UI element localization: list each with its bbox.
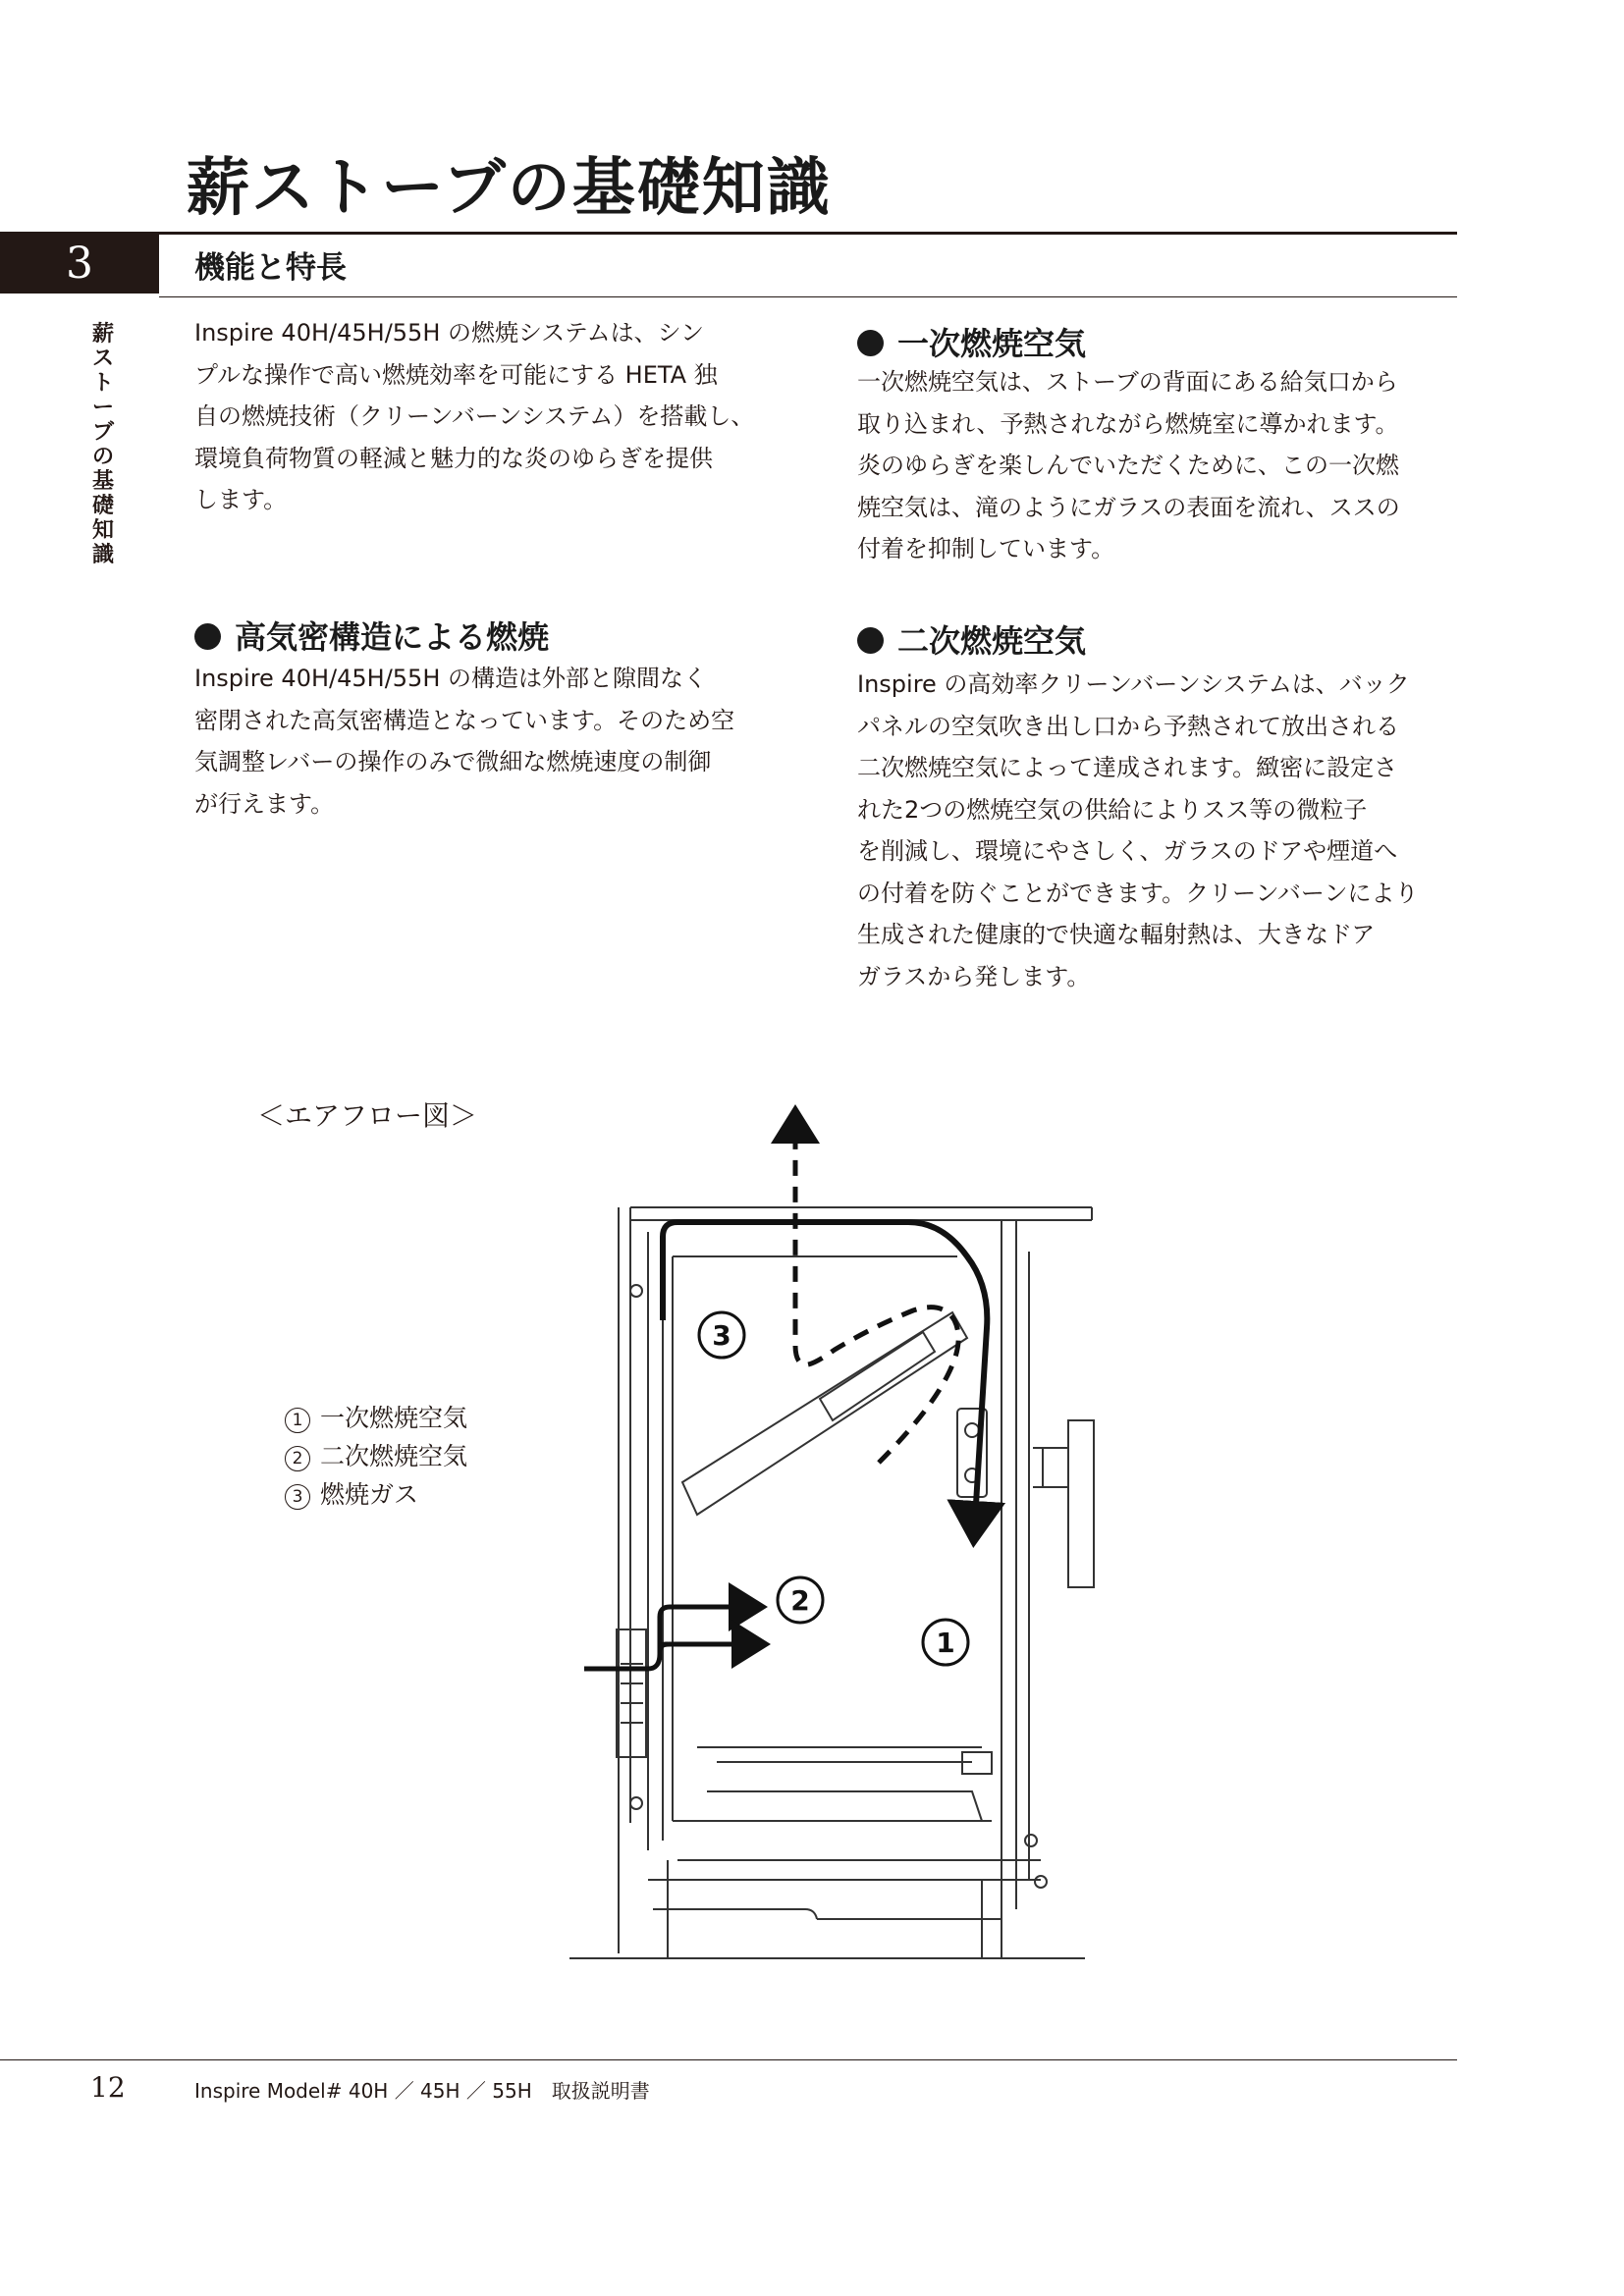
primary-air-line: 焼空気は、滝のようにガラスの表面を流れ、ススの: [857, 493, 1400, 521]
airtight-paragraph: [194, 658, 734, 825]
legend-label: 一次燃焼空気: [320, 1404, 468, 1432]
side-tab-char: の: [91, 444, 114, 469]
intro-line: 環境負荷物質の軽減と魅力的な炎のゆらぎを提供: [194, 444, 713, 472]
legend-label: 燃焼ガス: [320, 1480, 419, 1509]
callout-3-label: 3: [712, 1319, 731, 1352]
airtight-heading-text: 高気密構造による燃焼: [235, 618, 550, 656]
page-number: 12: [90, 2071, 126, 2104]
callout-1: [923, 1620, 968, 1665]
diagram-caption: ＜エアフロー図＞: [257, 1099, 478, 1132]
side-tab-char: 基: [91, 468, 114, 494]
legend-item: [285, 1475, 467, 1514]
airtight-line: Inspire 40H/45H/55H の構造は外部と隙間なく: [194, 665, 707, 692]
primary-air-line: 取り込まれ、予熱されながら燃焼室に導かれます。: [857, 409, 1399, 438]
secondary-air-line: 生成された健康的で快適な輻射熱は、大きなドア: [857, 921, 1376, 948]
primary-air-heading-text: 一次燃焼空気: [897, 325, 1087, 362]
secondary-air-heading: [857, 616, 1086, 662]
intro-line: プルな操作で高い燃焼効率を可能にする HETA 独: [194, 360, 718, 389]
intro-paragraph: [194, 312, 754, 521]
primary-air-line: 付着を抑制しています。: [857, 535, 1115, 562]
secondary-air-paragraph: [857, 664, 1418, 997]
intro-line: Inspire 40H/45H/55H の燃焼システムは、シン: [194, 319, 704, 347]
callout-2: [778, 1577, 823, 1623]
combustion-gas-path: [795, 1114, 958, 1463]
legend-marker: 3: [285, 1484, 310, 1510]
secondary-air-line: Inspire の高効率クリーンバーンシステムは、バック: [857, 670, 1410, 698]
callout-1-label: 1: [936, 1627, 955, 1659]
secondary-air-line: ガラスから発します。: [857, 962, 1091, 990]
page-title: 薪ストーブの基礎知識: [187, 151, 832, 225]
primary-air-path: [663, 1222, 987, 1536]
primary-air-line: 一次燃焼空気は、ストーブの背面にある給気口から: [857, 368, 1398, 396]
primary-air-paragraph: [857, 361, 1400, 570]
side-tab-char: 礎: [91, 493, 114, 518]
section-heading: 機能と特長: [194, 250, 347, 286]
airtight-line: 密閉された高気密構造となっています。そのため空: [194, 706, 735, 734]
secondary-air-line: を削減し、環境にやさしく、ガラスのドアや煙道へ: [857, 837, 1398, 865]
legend-marker: 1: [285, 1408, 310, 1433]
legend-item: [285, 1399, 467, 1437]
airtight-heading: [194, 613, 549, 658]
legend-item: [285, 1437, 467, 1475]
side-tab-char: 知: [91, 517, 114, 543]
side-tab-char: 識: [91, 542, 114, 567]
bullet-dot-icon: [857, 627, 884, 654]
secondary-air-line: れた2つの燃焼空気の供給によりスス等の微粒子: [857, 795, 1368, 824]
legend-label: 二次燃焼空気: [320, 1442, 468, 1470]
primary-air-line: 炎のゆらぎを楽しんでいただくために、この一次燃: [857, 452, 1399, 479]
side-tab-char: ブ: [91, 419, 114, 445]
side-tab-char: 薪: [91, 321, 114, 347]
callout-3: [699, 1312, 744, 1358]
legend-marker: 2: [285, 1446, 310, 1471]
side-tab-char: ト: [91, 370, 114, 396]
secondary-air-line: 二次燃焼空気によって達成されます。緻密に設定さ: [857, 754, 1398, 781]
section-rule-top: [0, 232, 1457, 235]
side-tab-chapter-title: [86, 322, 120, 567]
bullet-dot-icon: [857, 330, 884, 356]
secondary-air-line: パネルの空気吹き出し口から予熱されて放出される: [857, 712, 1399, 740]
footer-model-text: Inspire Model# 40H ／ 45H ／ 55H 取扱説明書: [194, 2079, 650, 2103]
primary-air-heading: [857, 319, 1086, 364]
stove-outline: [569, 1207, 1094, 1958]
callout-2-label: 2: [790, 1584, 810, 1617]
intro-line: 自の燃焼技術（クリーンバーンシステム）を搭載し、: [194, 402, 755, 430]
secondary-air-inlet-path: [584, 1607, 758, 1669]
airtight-line: が行えます。: [194, 789, 335, 818]
diagram-legend: [285, 1399, 467, 1514]
bullet-dot-icon: [194, 623, 221, 650]
section-number: 3: [0, 235, 159, 294]
side-tab-char: ー: [91, 395, 114, 420]
footer-rule: [0, 2059, 1457, 2060]
airflow-diagram: [569, 1075, 1119, 1988]
section-rule-bottom: [159, 296, 1457, 297]
intro-line: します。: [194, 486, 288, 513]
side-tab-char: ス: [91, 346, 114, 371]
secondary-air-upper-path: [660, 1644, 761, 1646]
secondary-air-line: の付着を防ぐことができます。クリーンバーンにより: [857, 879, 1419, 907]
secondary-air-heading-text: 二次燃焼空気: [897, 622, 1087, 660]
airtight-line: 気調整レバーの操作のみで微細な燃焼速度の制御: [194, 748, 712, 775]
